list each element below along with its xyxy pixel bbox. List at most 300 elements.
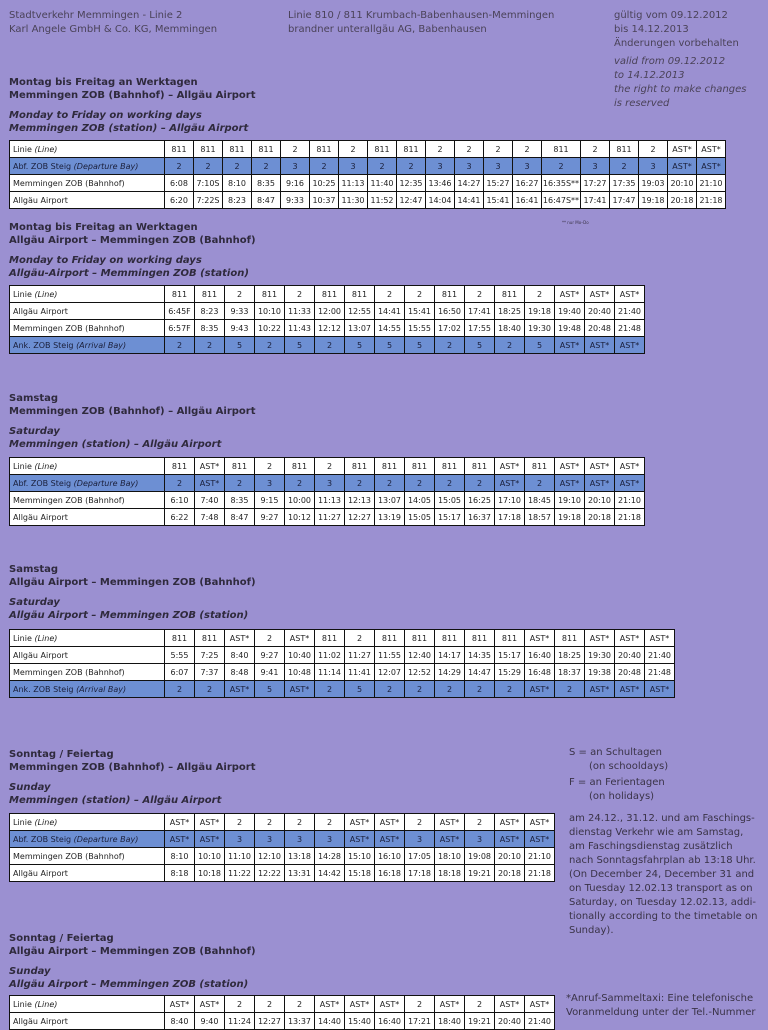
- table-cell: 5: [525, 337, 555, 354]
- table-cell: 10:25: [310, 175, 339, 192]
- table-cell: 12:47: [397, 192, 426, 209]
- table-cell: 3: [426, 158, 455, 175]
- section-route-de: Allgäu Airport – Memmingen ZOB (Bahnhof): [9, 577, 256, 588]
- section-heading: [9, 221, 256, 280]
- table-cell: 13:46: [426, 175, 455, 192]
- table-cell: 811: [195, 630, 225, 647]
- section-day-de: Samstag: [9, 564, 59, 575]
- changes-reserved-en: the right to make changes: [614, 84, 747, 95]
- section-route-en: Allgäu Airport – Memmingen ZOB (station): [9, 979, 249, 990]
- row-label: [10, 303, 165, 320]
- table-cell: 2: [255, 996, 285, 1013]
- table-cell: 2: [315, 337, 345, 354]
- table-cell: 8:40: [165, 1013, 195, 1030]
- row-label-text: Allgäu Airport: [13, 650, 68, 660]
- table-cell: 811: [375, 630, 405, 647]
- holiday-note-line: am Faschingsdienstag zusätzlich: [569, 841, 733, 852]
- table-cell: 8:35: [252, 175, 281, 192]
- table-cell: 811: [555, 630, 585, 647]
- row-label: [10, 492, 165, 509]
- table-cell: 811: [165, 630, 195, 647]
- table-cell: 2: [285, 996, 315, 1013]
- row-label-text: Allgäu Airport: [13, 195, 68, 205]
- row-label-text: Ank. ZOB Steig: [13, 684, 74, 694]
- table-cell: 3: [255, 475, 285, 492]
- row-label-text: Abf. ZOB Steig: [13, 161, 72, 171]
- table-cell: 811: [225, 458, 255, 475]
- row-label: [10, 141, 165, 158]
- table-cell: 2: [375, 681, 405, 698]
- table-cell: 2: [165, 158, 194, 175]
- table-cell: 2: [525, 475, 555, 492]
- table-cell: 6:08: [165, 175, 194, 192]
- table-cell: 2: [315, 458, 345, 475]
- table-cell: AST*: [525, 831, 555, 848]
- table-cell: 16:10: [375, 848, 405, 865]
- legend-s: S = an Schultagen: [569, 747, 662, 758]
- table-cell: 16:40: [525, 647, 555, 664]
- table-cell: 8:40: [225, 647, 255, 664]
- table-cell: AST*: [165, 996, 195, 1013]
- table-cell: AST*: [645, 681, 675, 698]
- section-route-de: Memmingen ZOB (Bahnhof) – Allgäu Airport: [9, 90, 256, 101]
- table-cell: 18:40: [435, 1013, 465, 1030]
- table-cell: 10:37: [310, 192, 339, 209]
- table-cell: 11:24: [225, 1013, 255, 1030]
- table-cell: 2: [542, 158, 581, 175]
- table-cell: 14:40: [315, 1013, 345, 1030]
- table-cell: 13:31: [285, 865, 315, 882]
- table-cell: 811: [368, 141, 397, 158]
- table-row: [10, 848, 555, 865]
- section-day-en: Saturday: [9, 597, 60, 608]
- table-cell: 811: [165, 286, 195, 303]
- table-cell: AST*: [525, 814, 555, 831]
- holiday-note-line: on Tuesday 12.02.13 transport as on: [569, 883, 753, 894]
- section-day-de: Sonntag / Feiertag: [9, 933, 114, 944]
- row-label-text: Memmingen ZOB (Bahnhof): [13, 667, 125, 677]
- table-cell: 2: [285, 475, 315, 492]
- table-cell: 6:57F: [165, 320, 195, 337]
- table-cell: 9:41: [255, 664, 285, 681]
- table-cell: 8:23: [223, 192, 252, 209]
- table-cell: 17:41: [581, 192, 610, 209]
- holiday-note-line: nach Sonntagsfahrplan ab 13:18 Uhr.: [569, 855, 756, 866]
- table-cell: 7:37: [195, 664, 225, 681]
- table-cell: 15:17: [435, 509, 465, 526]
- table-cell: 2: [368, 158, 397, 175]
- table-cell: AST*: [435, 831, 465, 848]
- table-cell: 11:02: [315, 647, 345, 664]
- table-cell: 5: [225, 337, 255, 354]
- table-cell: 16:41: [513, 192, 542, 209]
- table-cell: 17:21: [405, 1013, 435, 1030]
- table-cell: 2: [465, 996, 495, 1013]
- table-cell: 9:27: [255, 509, 285, 526]
- table-cell: 2: [165, 337, 195, 354]
- table-cell: AST*: [495, 475, 525, 492]
- section-route-en: Memmingen ZOB (station) – Allgäu Airport: [9, 123, 249, 134]
- table-cell: 14:28: [315, 848, 345, 865]
- table-row: [10, 865, 555, 882]
- row-label: [10, 664, 165, 681]
- table-cell: AST*: [585, 475, 615, 492]
- table-cell: 21:10: [525, 848, 555, 865]
- section-route-en: Allgäu Airport – Memmingen ZOB (station): [9, 610, 249, 621]
- table-cell: 811: [315, 630, 345, 647]
- table-cell: 2: [315, 814, 345, 831]
- table-cell: 8:35: [195, 320, 225, 337]
- table-cell: AST*: [375, 996, 405, 1013]
- table-cell: 16:50: [435, 303, 465, 320]
- table-cell: 10:00: [285, 492, 315, 509]
- table-cell: 2: [375, 286, 405, 303]
- validity-from: gültig vom 09.12.2012: [614, 10, 728, 21]
- table-cell: 2: [375, 475, 405, 492]
- ast-note-1: *Anruf-Sammeltaxi: Eine telefonische: [566, 993, 754, 1004]
- table-cell: AST*: [285, 681, 315, 698]
- table-cell: 8:18: [165, 865, 195, 882]
- table-cell: 811: [465, 630, 495, 647]
- line-operator: brandner unterallgäu AG, Babenhausen: [288, 24, 487, 35]
- table-cell: 9:15: [255, 492, 285, 509]
- table-cell: 7:40: [195, 492, 225, 509]
- timetable-sunday-from-airport: [9, 995, 555, 1030]
- table-cell: 8:10: [165, 848, 195, 865]
- table-cell: 14:29: [435, 664, 465, 681]
- legend-f-en: (on holidays): [589, 791, 655, 802]
- table-cell: 3: [315, 475, 345, 492]
- table-cell: 811: [194, 141, 223, 158]
- table-cell: 21:10: [615, 492, 645, 509]
- table-cell: 2: [345, 630, 375, 647]
- row-label-en: (Line): [34, 817, 58, 827]
- table-cell: 14:55: [375, 320, 405, 337]
- table-cell: 3: [255, 831, 285, 848]
- row-label: [10, 509, 165, 526]
- table-cell: AST*: [555, 475, 585, 492]
- table-cell: 11:55: [375, 647, 405, 664]
- table-cell: 5: [375, 337, 405, 354]
- section-route-de: Memmingen ZOB (Bahnhof) – Allgäu Airport: [9, 406, 256, 417]
- table-cell: AST*: [697, 141, 726, 158]
- table-cell: 2: [581, 141, 610, 158]
- table-cell: AST*: [375, 831, 405, 848]
- row-label: [10, 458, 165, 475]
- table-cell: 15:18: [345, 865, 375, 882]
- table-cell: 7:10S: [194, 175, 223, 192]
- table-cell: AST*: [495, 996, 525, 1013]
- table-cell: 811: [165, 141, 194, 158]
- timetable-sunday-to-airport: [9, 813, 555, 882]
- table-cell: 2: [639, 141, 668, 158]
- operator-company: Karl Angele GmbH & Co. KG, Memmingen: [9, 24, 218, 35]
- validity-from-en: valid from 09.12.2012: [614, 56, 726, 67]
- table-cell: 811: [405, 630, 435, 647]
- table-cell: 2: [426, 141, 455, 158]
- section-day-en: Monday to Friday on working days: [9, 255, 202, 266]
- table-cell: AST*: [495, 831, 525, 848]
- table-cell: 5: [345, 681, 375, 698]
- row-label-text: Ank. ZOB Steig: [13, 340, 74, 350]
- row-label-text: Linie: [13, 817, 32, 827]
- table-cell: AST*: [585, 286, 615, 303]
- table-cell: 14:42: [315, 865, 345, 882]
- table-cell: 21:10: [697, 175, 726, 192]
- table-cell: 21:48: [645, 664, 675, 681]
- table-cell: 11:33: [285, 303, 315, 320]
- table-row: [10, 492, 645, 509]
- table-cell: 19:08: [465, 848, 495, 865]
- table-row: [10, 286, 645, 303]
- table-cell: 13:07: [345, 320, 375, 337]
- table-cell: 3: [484, 158, 513, 175]
- table-cell: 13:37: [285, 1013, 315, 1030]
- table-cell: 16:35S**: [542, 175, 581, 192]
- table-row: [10, 647, 675, 664]
- table-cell: AST*: [165, 814, 195, 831]
- table-row: [10, 320, 645, 337]
- row-label-text: Linie: [13, 633, 32, 643]
- table-cell: AST*: [555, 286, 585, 303]
- table-row: [10, 303, 645, 320]
- table-cell: 811: [165, 458, 195, 475]
- table-cell: 2: [465, 475, 495, 492]
- table-cell: 811: [610, 141, 639, 158]
- row-label: [10, 814, 165, 831]
- table-cell: AST*: [585, 630, 615, 647]
- table-row: [10, 814, 555, 831]
- row-label-text: Memmingen ZOB (Bahnhof): [13, 495, 125, 505]
- table-cell: 2: [405, 286, 435, 303]
- table-cell: 12:07: [375, 664, 405, 681]
- table-cell: 18:37: [555, 664, 585, 681]
- table-cell: 2: [435, 337, 465, 354]
- table-cell: 17:10: [495, 492, 525, 509]
- table-cell: 15:55: [405, 320, 435, 337]
- holiday-note-line: tionally according to the timetable on: [569, 911, 758, 922]
- table-cell: 21:40: [525, 1013, 555, 1030]
- table-cell: 2: [252, 158, 281, 175]
- table-cell: 2: [405, 681, 435, 698]
- table-cell: 18:57: [525, 509, 555, 526]
- row-label-en: (Line): [34, 144, 58, 154]
- table-cell: 19:38: [585, 664, 615, 681]
- table-cell: 15:41: [405, 303, 435, 320]
- table-cell: 2: [255, 814, 285, 831]
- table-cell: 15:17: [495, 647, 525, 664]
- table-cell: 9:27: [255, 647, 285, 664]
- table-cell: 9:33: [281, 192, 310, 209]
- table-cell: 2: [345, 475, 375, 492]
- table-cell: AST*: [195, 831, 225, 848]
- table-cell: 12:13: [345, 492, 375, 509]
- holiday-note-line: Saturday, on Tuesday 12.02.13, addi-: [569, 897, 757, 908]
- table-cell: 21:48: [615, 320, 645, 337]
- table-cell: 2: [405, 475, 435, 492]
- table-cell: 2: [495, 337, 525, 354]
- table-cell: 19:21: [465, 865, 495, 882]
- changes-reserved-en-2: is reserved: [614, 98, 670, 109]
- table-cell: 10:18: [195, 865, 225, 882]
- table-cell: 11:27: [345, 647, 375, 664]
- row-label: [10, 865, 165, 882]
- section-route-de: Allgäu Airport – Memmingen ZOB (Bahnhof): [9, 946, 256, 957]
- changes-reserved: Änderungen vorbehalten: [614, 38, 739, 49]
- table-cell: 17:35: [610, 175, 639, 192]
- table-cell: 20:10: [585, 492, 615, 509]
- table-cell: 11:13: [339, 175, 368, 192]
- table-cell: 21:40: [645, 647, 675, 664]
- row-label: [10, 848, 165, 865]
- table-cell: 8:48: [225, 664, 255, 681]
- table-cell: AST*: [195, 475, 225, 492]
- table-cell: 3: [581, 158, 610, 175]
- row-label: [10, 681, 165, 698]
- table-cell: 16:25: [465, 492, 495, 509]
- table-cell: 2: [610, 158, 639, 175]
- table-cell: 17:47: [610, 192, 639, 209]
- table-cell: 2: [225, 996, 255, 1013]
- table-cell: 2: [225, 286, 255, 303]
- table-row: [10, 831, 555, 848]
- table-cell: 14:05: [405, 492, 435, 509]
- table-cell: 811: [255, 286, 285, 303]
- section-heading: [9, 748, 256, 807]
- table-cell: 19:18: [639, 192, 668, 209]
- table-cell: 14:17: [435, 647, 465, 664]
- table-cell: 3: [339, 158, 368, 175]
- table-cell: 6:20: [165, 192, 194, 209]
- table-cell: 3: [225, 831, 255, 848]
- table-cell: AST*: [615, 681, 645, 698]
- table-cell: 2: [225, 475, 255, 492]
- row-label-text: Memmingen ZOB (Bahnhof): [13, 851, 125, 861]
- row-label-text: Allgäu Airport: [13, 868, 68, 878]
- table-cell: 8:35: [225, 492, 255, 509]
- table-cell: 21:18: [525, 865, 555, 882]
- table-cell: 2: [525, 286, 555, 303]
- table-cell: 18:40: [495, 320, 525, 337]
- table-cell: 20:18: [668, 192, 697, 209]
- table-cell: AST*: [495, 814, 525, 831]
- table-cell: 19:21: [465, 1013, 495, 1030]
- table-cell: 7:22S: [194, 192, 223, 209]
- table-cell: 17:41: [465, 303, 495, 320]
- table-cell: AST*: [615, 337, 645, 354]
- table-cell: 19:48: [555, 320, 585, 337]
- table-cell: 2: [405, 996, 435, 1013]
- table-cell: AST*: [615, 286, 645, 303]
- table-cell: 811: [542, 141, 581, 158]
- table-cell: 2: [165, 475, 195, 492]
- section-route-de: Memmingen ZOB (Bahnhof) – Allgäu Airport: [9, 762, 256, 773]
- table-cell: 2: [339, 141, 368, 158]
- table-cell: 20:48: [615, 664, 645, 681]
- table-cell: 14:41: [455, 192, 484, 209]
- table-cell: 6:10: [165, 492, 195, 509]
- table-cell: 7:48: [195, 509, 225, 526]
- table-cell: AST*: [195, 458, 225, 475]
- section-day-en: Monday to Friday on working days: [9, 110, 202, 121]
- table-cell: 12:27: [345, 509, 375, 526]
- table-cell: 2: [455, 141, 484, 158]
- table-row: [10, 337, 645, 354]
- table-cell: 20:10: [668, 175, 697, 192]
- footnote-mon-thu: ** nur Mo–Do: [562, 220, 589, 225]
- table-cell: 15:10: [345, 848, 375, 865]
- table-cell: 2: [465, 681, 495, 698]
- table-cell: 2: [405, 814, 435, 831]
- table-cell: 5: [255, 681, 285, 698]
- table-cell: 20:18: [495, 865, 525, 882]
- table-cell: 2: [255, 458, 285, 475]
- table-cell: 5: [405, 337, 435, 354]
- table-cell: 15:05: [435, 492, 465, 509]
- table-cell: 11:10: [225, 848, 255, 865]
- table-cell: 13:07: [375, 492, 405, 509]
- table-cell: AST*: [195, 814, 225, 831]
- row-label: [10, 158, 165, 175]
- table-cell: 19:18: [525, 303, 555, 320]
- table-cell: AST*: [495, 458, 525, 475]
- row-label-text: Linie: [13, 144, 32, 154]
- table-cell: 2: [285, 814, 315, 831]
- table-cell: 6:45F: [165, 303, 195, 320]
- table-cell: 2: [397, 158, 426, 175]
- table-cell: AST*: [315, 996, 345, 1013]
- row-label-en: (Line): [34, 999, 58, 1009]
- row-label-text: Memmingen ZOB (Bahnhof): [13, 323, 125, 333]
- section-day-de: Montag bis Freitag an Werktagen: [9, 77, 198, 88]
- row-label: [10, 630, 165, 647]
- table-cell: 17:18: [495, 509, 525, 526]
- table-cell: AST*: [615, 458, 645, 475]
- holiday-note-line: am 24.12., 31.12. und am Faschings-: [569, 813, 755, 824]
- table-cell: 19:10: [555, 492, 585, 509]
- table-cell: 20:10: [495, 848, 525, 865]
- table-cell: 10:10: [255, 303, 285, 320]
- table-cell: 10:48: [285, 664, 315, 681]
- row-label: [10, 831, 165, 848]
- table-cell: 17:05: [405, 848, 435, 865]
- table-cell: 20:40: [615, 647, 645, 664]
- table-cell: 12:27: [255, 1013, 285, 1030]
- table-cell: 3: [281, 158, 310, 175]
- row-label: [10, 286, 165, 303]
- table-cell: 2: [555, 681, 585, 698]
- table-cell: 811: [223, 141, 252, 158]
- row-label-en: (Departure Bay): [73, 478, 139, 488]
- legend-f: F = an Ferientagen: [569, 777, 665, 788]
- table-cell: 19:30: [585, 647, 615, 664]
- table-cell: 16:47S**: [542, 192, 581, 209]
- table-cell: 19:18: [555, 509, 585, 526]
- table-cell: 2: [285, 286, 315, 303]
- table-cell: 13:18: [285, 848, 315, 865]
- table-cell: 11:41: [345, 664, 375, 681]
- table-cell: 811: [465, 458, 495, 475]
- table-cell: 13:19: [375, 509, 405, 526]
- table-cell: 8:10: [223, 175, 252, 192]
- table-cell: 15:05: [405, 509, 435, 526]
- section-day-de: Montag bis Freitag an Werktagen: [9, 222, 198, 233]
- table-cell: 11:13: [315, 492, 345, 509]
- table-cell: 811: [252, 141, 281, 158]
- table-cell: AST*: [435, 814, 465, 831]
- table-cell: 811: [345, 286, 375, 303]
- table-cell: 11:14: [315, 664, 345, 681]
